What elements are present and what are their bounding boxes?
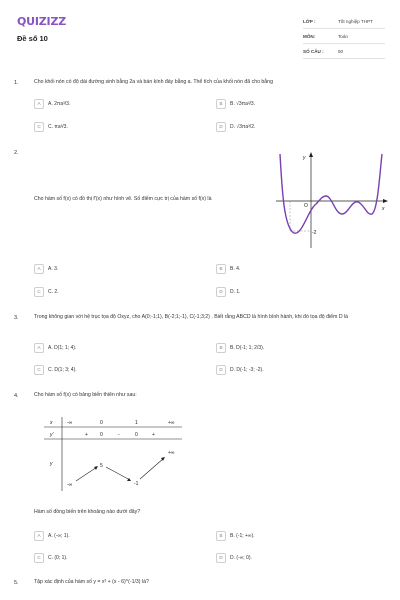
x-value: 0 bbox=[100, 420, 103, 426]
option-letter: B bbox=[216, 99, 226, 109]
question-number: 4. bbox=[14, 393, 19, 399]
option-text: C. πa³/3. bbox=[48, 123, 68, 130]
decrease-arrow bbox=[106, 467, 130, 480]
derivative-graph bbox=[272, 150, 390, 250]
option-letter: D bbox=[216, 122, 226, 132]
option-a[interactable] bbox=[34, 342, 76, 353]
option-text: C. D(1; 3; 4). bbox=[48, 366, 77, 373]
question-text: Trong không gian với hệ trục tọa độ Oxyz, cho A(0;-1;1), B(-2;1;-1), C(-1;3;2) . Biết rằng ABCD là hình bình hành, khi đó tọa độ điểm D là bbox=[34, 314, 349, 320]
option-c[interactable] bbox=[34, 364, 77, 375]
increase-arrow bbox=[76, 467, 97, 481]
option-c[interactable] bbox=[34, 286, 59, 297]
option-letter: B bbox=[216, 264, 226, 274]
option-letter: D bbox=[216, 287, 226, 297]
question-number: 3. bbox=[14, 315, 19, 321]
x-axis-label: x bbox=[382, 206, 385, 212]
option-letter: C bbox=[34, 553, 44, 563]
question-text: Cho khối nón có độ dài đường sinh bằng 2a và bán kính đáy bằng a. Thể tích của khối nón đã cho bằng bbox=[34, 79, 273, 85]
option-text: B. (-1; +∞). bbox=[230, 532, 255, 539]
option-text: B. √3πa³/3. bbox=[230, 100, 256, 107]
option-d[interactable] bbox=[216, 121, 255, 132]
meta-value: 50 bbox=[338, 48, 344, 54]
option-letter: B bbox=[216, 531, 226, 541]
option-d[interactable] bbox=[216, 286, 241, 297]
option-a[interactable] bbox=[34, 263, 58, 274]
option-letter: A bbox=[34, 531, 44, 541]
option-text: A. 2πa³/3. bbox=[48, 100, 71, 107]
question-number: 1. bbox=[14, 80, 19, 86]
question-text: Cho hàm số f(x) có đồ thị f'(x) như hình vẽ. Số điểm cực trị của hàm số f(x) là bbox=[34, 196, 212, 202]
meta-value: Tốt nghiệp THPT bbox=[338, 18, 373, 24]
y-row-label: y bbox=[50, 461, 53, 467]
option-a[interactable] bbox=[34, 530, 70, 541]
option-letter: B bbox=[216, 343, 226, 353]
option-letter: D bbox=[216, 553, 226, 563]
option-d[interactable] bbox=[216, 364, 264, 375]
question-number: 2. bbox=[14, 150, 19, 156]
option-c[interactable] bbox=[34, 552, 67, 563]
option-b[interactable] bbox=[216, 98, 255, 109]
option-text: D. √3πa³/2. bbox=[230, 123, 256, 130]
y-value: -∞ bbox=[67, 482, 73, 488]
sign-value: + bbox=[152, 432, 155, 438]
meta-row-count bbox=[303, 44, 385, 59]
option-text: C. (0; 1). bbox=[48, 554, 68, 561]
x-value: 1 bbox=[135, 420, 138, 426]
question-subtext: Hàm số đồng biến trên khoảng nào dưới đây? bbox=[34, 509, 141, 515]
option-letter: C bbox=[34, 287, 44, 297]
option-letter: A bbox=[34, 343, 44, 353]
option-b[interactable] bbox=[216, 342, 264, 353]
page-title: Đề số 10 bbox=[17, 34, 48, 43]
question-text: Cho hàm số f(x) có bảng biến thiên như sau: bbox=[34, 392, 137, 398]
meta-value: Toán bbox=[338, 33, 348, 39]
variation-table bbox=[42, 415, 182, 491]
option-text: A. D(1; 1; 4). bbox=[48, 344, 77, 351]
y-value: +∞ bbox=[168, 450, 175, 456]
option-letter: A bbox=[34, 99, 44, 109]
option-letter: C bbox=[34, 365, 44, 375]
meta-label: LỚP : bbox=[303, 18, 316, 24]
y-axis-arrow bbox=[309, 152, 313, 157]
meta-label: MÔN: bbox=[303, 33, 316, 39]
option-c[interactable] bbox=[34, 121, 68, 132]
sign-value: 0 bbox=[100, 432, 103, 438]
increase-arrow bbox=[140, 458, 164, 479]
meta-table bbox=[303, 14, 385, 59]
option-text: B. 4. bbox=[230, 265, 241, 272]
option-text: D. (-∞; 0). bbox=[230, 554, 252, 561]
question-text: Tập xác định của hàm số y = x³ + (x - 6)^(-1/3) là? bbox=[34, 579, 149, 585]
min-value-label: -2 bbox=[312, 230, 317, 236]
option-text: A. (-∞; 1). bbox=[48, 532, 70, 539]
x-value: -∞ bbox=[67, 420, 73, 426]
option-letter: A bbox=[34, 264, 44, 274]
option-b[interactable] bbox=[216, 530, 255, 541]
origin-label: O bbox=[304, 203, 308, 209]
option-letter: D bbox=[216, 365, 226, 375]
meta-row-class bbox=[303, 14, 385, 29]
question-number: 5. bbox=[14, 580, 19, 586]
option-text: A. 3. bbox=[48, 265, 59, 272]
option-d[interactable] bbox=[216, 552, 252, 563]
option-text: B. D(-1; 1; 2/3). bbox=[230, 344, 265, 351]
y-value: 5 bbox=[100, 463, 103, 469]
x-axis-arrow bbox=[383, 199, 388, 203]
option-a[interactable] bbox=[34, 98, 70, 109]
arrow-head bbox=[94, 466, 98, 470]
sign-value: + bbox=[85, 432, 88, 438]
x-row-label: x bbox=[50, 420, 53, 426]
option-b[interactable] bbox=[216, 263, 240, 274]
derivative-curve bbox=[280, 154, 382, 233]
meta-row-subject bbox=[303, 29, 385, 44]
option-text: D. D(-1; -3; -2). bbox=[230, 366, 264, 373]
quizizz-logo: QUIZIZZ bbox=[17, 15, 66, 28]
option-letter: C bbox=[34, 122, 44, 132]
meta-label: SỐ CÂU : bbox=[303, 48, 324, 54]
x-value: +∞ bbox=[168, 420, 175, 426]
y-axis-label: y bbox=[303, 155, 306, 161]
yprime-row-label: y' bbox=[50, 432, 54, 438]
sign-value: 0 bbox=[135, 432, 138, 438]
sign-value: - bbox=[118, 432, 120, 438]
option-text: C. 2. bbox=[48, 288, 59, 295]
option-text: D. 1. bbox=[230, 288, 241, 295]
y-value: -1 bbox=[134, 481, 139, 487]
